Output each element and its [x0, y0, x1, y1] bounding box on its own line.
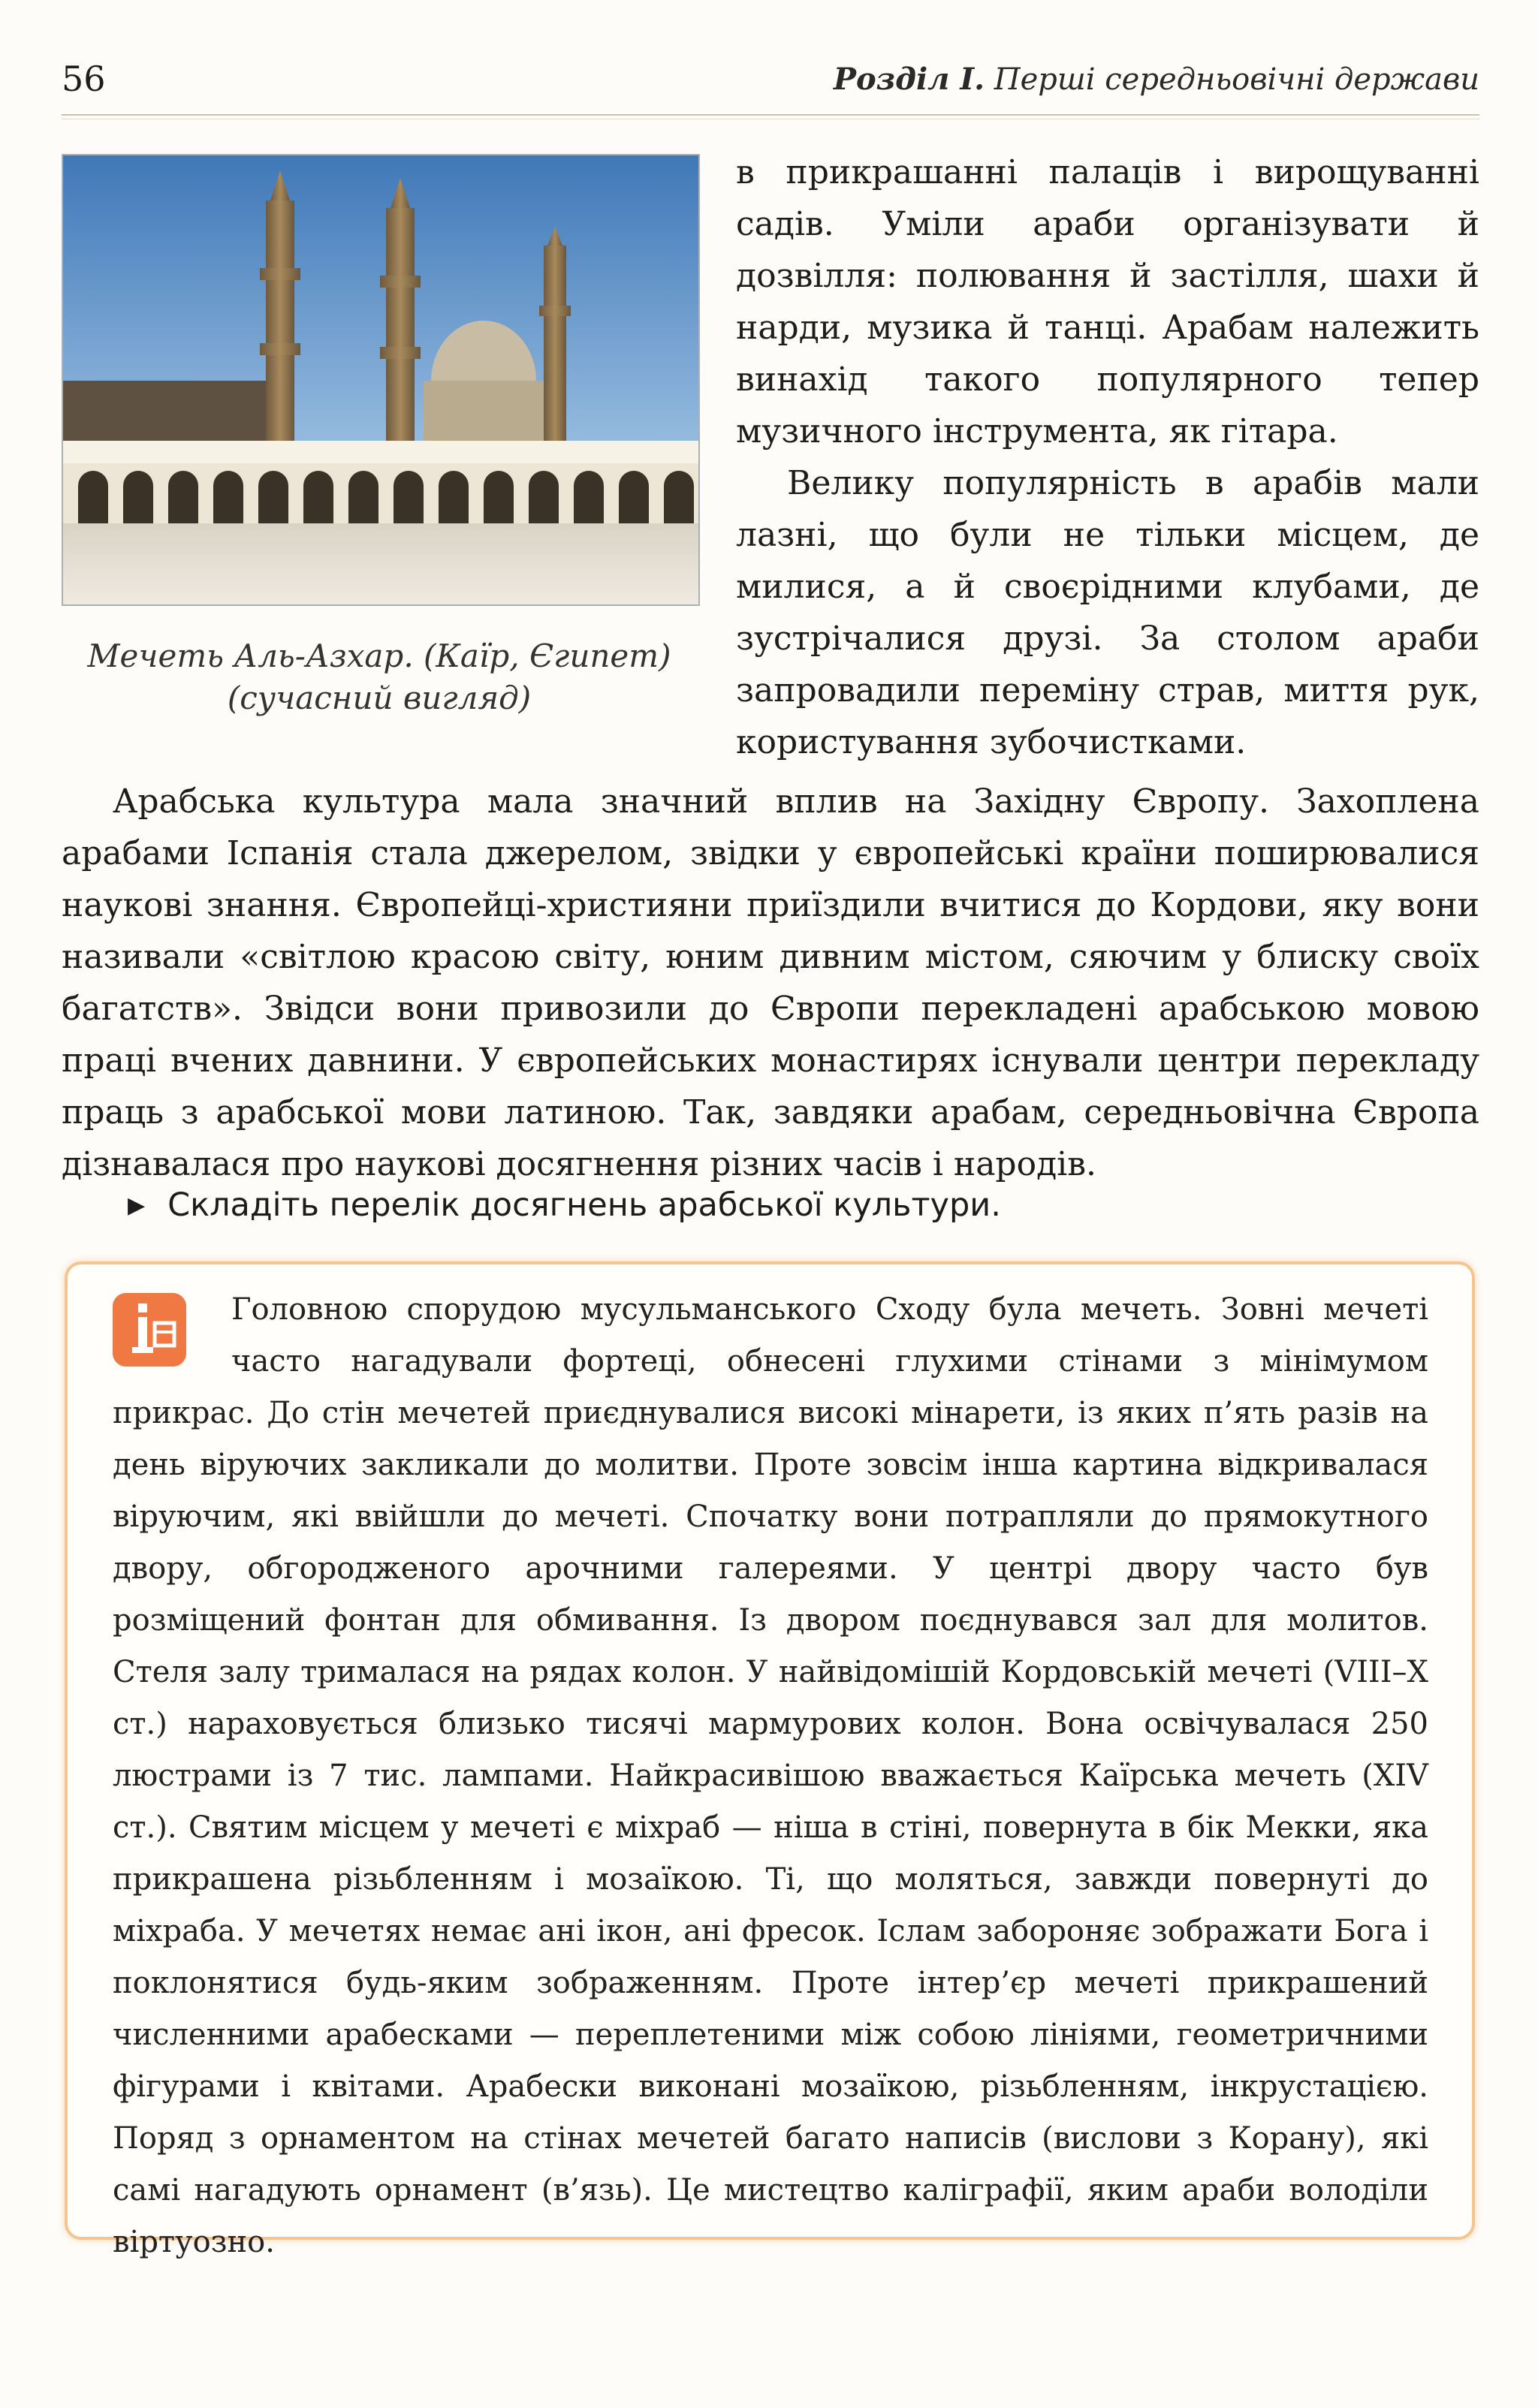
mosque-photo — [62, 154, 700, 606]
running-title — [834, 62, 1479, 97]
figure-caption — [62, 635, 697, 719]
page-header — [62, 59, 1479, 104]
main-text — [62, 776, 1479, 1190]
side-paragraph-1: в прикрашанні палаців і вирощуванні садів. Уміли араби організувати й дозвілля: полювання й застілля, шахи й нарди, музика й танці. Арабам належить винахід такого популярного тепер музичного інструмента, як гітара. — [736, 153, 1479, 451]
mosque-illustration — [63, 155, 698, 604]
header-rule — [62, 114, 1479, 116]
task-text: Складіть перелік досягнень арабської культури. — [167, 1186, 1001, 1224]
side-text-column — [736, 146, 1479, 768]
page-number: 56 — [62, 59, 106, 99]
triangle-marker-icon: ▶ — [128, 1192, 146, 1219]
section-label: Розділ I. — [833, 62, 985, 97]
task-prompt — [128, 1186, 1001, 1224]
section-title: Перші середньовічні держави — [994, 62, 1479, 97]
side-paragraph-2: Велику популярність в арабів мали лазні, що були не тільки місцем, де милися, а й своєрідними клубами, де зустрічалися друзі. За столом араби запровадили переміну страв, миття рук, користування зубочистками. — [736, 464, 1479, 761]
info-box-text — [113, 1284, 1428, 2268]
caption-line-2: (сучасний вигляд) — [227, 680, 532, 716]
caption-line-1: Мечеть Аль-Азхар. (Каїр, Єгипет) — [87, 637, 671, 674]
info-box — [65, 1261, 1475, 2259]
icon-spacer — [113, 1284, 231, 1383]
info-paragraph: Головною спорудою мусульманського Сходу була мечеть. Зовні мечеті часто нагадували фортеці, обнесені глухими стінами з мінімумом прикрас. До стін мечетей приєднувалися високі мінарети, із яких п’ять разів на день віруючих закликали до молитви. Проте зовсім інша картина відкривалася віруючим, які ввійшли до мечеті. Спочатку вони потрапляли до прямокутного двору, обгородженого арочними галереями. У центрі двору часто був розміщений фонтан для обмивання. Із двором поєднувався зал для молитов. Стеля залу трималася на рядах колон. У найвідомішій Кордовській мечеті (VIII–X ст.) нараховується близько тисячі мармурових колон. Вона освічувалася 250 люстрами із 7 тис. лампами. Найкрасивішою вважається Каїрська мечеть (XIV ст.). Святим місцем у мечеті є міхраб — ніша в стіні, повернута в бік Мекки, яка прикрашена різьбленням і мозаїкою. Ті, що моляться, завжди повернуті до міхраба. У мечетях немає ані ікон, ані фресок. Іслам забороняє зображати Бога і поклонятися будь-яким зображенням. Проте інтер’єр мечеті прикрашений численними арабесками — переплетеними між собою лініями, геометричними фігурами і квітами. Арабески виконані мозаїкою, різьбленням, інкрустацією. Поряд з орнаментом на стінах мечетей багато написів (вислови з Корану), які самі нагадують орнамент (в’язь). Це мистецтво каліграфії, яким араби володіли віртуозно. — [113, 1292, 1428, 2259]
main-paragraph-1: Арабська культура мала значний вплив на Західну Європу. Захоплена арабами Іспанія стала джерелом, звідки у європейські країни поширювалися наукові знання. Європейці-християни приїздили вчитися до Кордови, яку вони називали «світлою красою світу, юним дивним містом, сяючим у блиску своїх багатств». Звідси вони привозили до Європи перекладені арабською мовою праці вчених давнини. У європейських монастирях існували центри перекладу праць з арабської мови латиною. Так, завдяки арабам, середньовічна Європа дізнавалася про наукові досягнення різних часів і народів. — [62, 782, 1479, 1183]
